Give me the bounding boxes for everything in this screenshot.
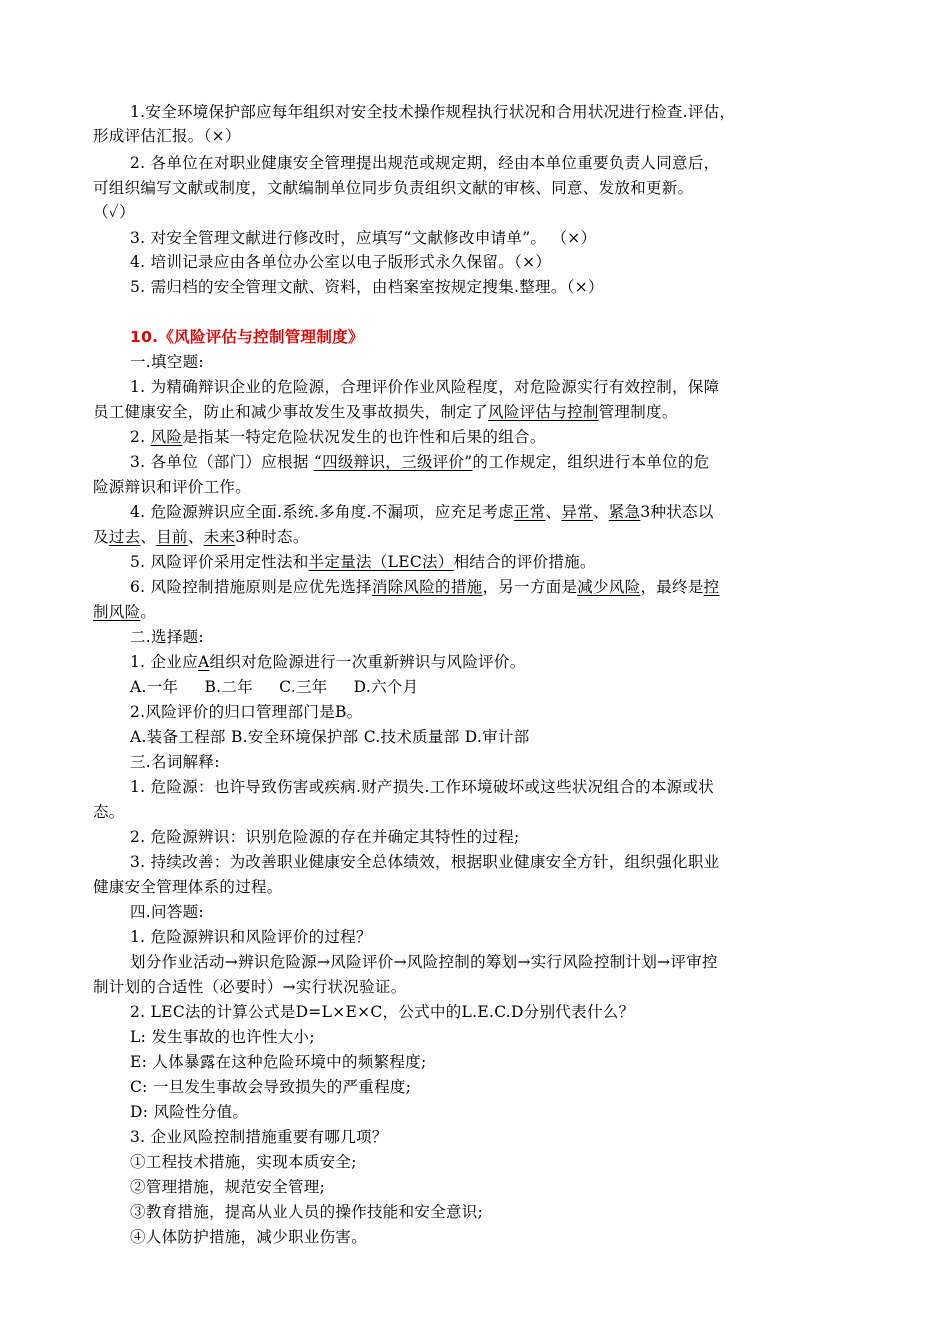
fill-item-2: 2. 风险是指某一特定危险状况发生的也许性和后果的组合。: [130, 428, 546, 446]
answer-blank: 风险评估与控制: [488, 403, 599, 421]
tf-item-4: 4. 培训记录应由各单位办公室以电子版形式永久保留。（×）: [130, 253, 552, 271]
choice-item-2-options: A.装备工程部 B.安全环境保护部 C.技术质量部 D.审计部: [130, 728, 530, 746]
qa-answer-2-d: D: 风险性分值。: [130, 1103, 249, 1121]
term-item-3: 3. 持续改善：为改善职业健康安全总体绩效，根据职业健康安全方针，组织强化职业: [130, 853, 720, 871]
qa-answer-2-c: C: 一旦发生事故会导致损失的严重程度;: [130, 1078, 412, 1096]
term-item-2: 2. 危险源辨识：识别危险源的存在并确定其特性的过程;: [130, 828, 520, 846]
terms-title: 三.名词解释:: [130, 753, 220, 771]
tf-item-2-answer: （✓）: [93, 203, 135, 221]
term-item-1: 1. 危险源：也许导致伤害或疾病.财产损失.工作环境破坏或这些状况组合的本源或状: [130, 778, 715, 796]
answer-blank: 紧急: [608, 503, 641, 521]
answer-blank: 目前: [156, 528, 188, 546]
answer-blank: 半定量法（LEC法）: [308, 553, 454, 571]
fill-item-4-cont: 及过去、目前、未来3种时态。: [93, 528, 309, 546]
answer-blank: 异常: [561, 503, 593, 521]
fill-blank-title: 一.填空题:: [130, 353, 204, 371]
fill-item-6: 6. 风险控制措施原则是应优先选择消除风险的措施，另一方面是减少风险，最终是控: [130, 578, 720, 596]
section-heading: 10.《风险评估与控制管理制度》: [130, 328, 364, 346]
qa-answer-3-item-2: ②管理措施，规范安全管理;: [130, 1178, 326, 1196]
choice-item-2: 2.风险评价的归口管理部门是B。: [130, 703, 363, 721]
answer-blank: 消除风险的措施: [371, 578, 483, 596]
answer-blank: 风险: [150, 428, 183, 446]
fill-item-1-cont: 员工健康安全，防止和减少事故发生及事故损失，制定了风险评估与控制管理制度。: [93, 403, 678, 421]
tf-item-3: 3. 对安全管理文献进行修改时，应填写“文献修改申请单”。 （×）: [130, 229, 597, 247]
qa-answer-2-l: L: 发生事故的也许性大小;: [130, 1028, 315, 1046]
answer-blank: 控: [703, 578, 720, 596]
fill-item-1: 1. 为精确辩识企业的危险源，合理评价作业风险程度，对危险源实行有效控制，保障: [130, 378, 720, 396]
qa-answer-3-item-4: ④人体防护措施，减少职业伤害。: [130, 1228, 368, 1246]
tf-item-1: 1.安全环境保护部应每年组织对安全技术操作规程执行状况和合用状况进行检查.评估，: [130, 103, 736, 121]
choice-item-1: 1. 企业应A组织对危险源进行一次重新辨识与风险评价。: [130, 653, 526, 671]
fill-item-5: 5. 风险评价采用定性法和半定量法（LEC法）相结合的评价措施。: [130, 553, 596, 571]
qa-answer-3-item-3: ③教育措施，提高从业人员的操作技能和安全意识;: [130, 1203, 484, 1221]
answer-blank: 减少风险: [577, 578, 641, 596]
fill-item-3: 3. 各单位（部门）应根据 “四级辩识，三级评价”的工作规定，组织进行本单位的危: [130, 453, 710, 471]
answer-blank: 制风险: [93, 603, 141, 621]
term-item-1-cont: 态。: [93, 803, 125, 821]
qa-answer-1-cont: 制计划的合适性（必要时）→实行状况验证。: [93, 978, 407, 996]
tf-item-5: 5. 需归档的安全管理文献、资料，由档案室按规定搜集.整理。（×）: [130, 278, 604, 296]
fill-item-4: 4. 危险源辨识应全面.系统.多角度.不漏项，应充足考虑正常、异常、紧急3种状态以: [130, 503, 714, 521]
qa-answer-3-item-1: ①工程技术措施，实现本质安全;: [130, 1153, 357, 1171]
fill-item-6-cont: 制风险。: [93, 603, 157, 621]
qa-question-1: 1. 危险源辨识和风险评价的过程？: [130, 928, 372, 946]
answer-blank: A: [198, 653, 210, 671]
qa-title: 四.问答题:: [130, 903, 204, 921]
answer-blank: 未来: [203, 528, 236, 546]
qa-question-2: 2. LEC法的计算公式是D=L×E×C，公式中的L.E.C.D分别代表什么？: [130, 1003, 635, 1021]
answer-blank: “四级辩识，三级评价”: [313, 453, 473, 471]
tf-item-2: 2. 各单位在对职业健康安全管理提出规范或规定期，经由本单位重要负责人同意后，: [130, 154, 720, 172]
answer-blank: 过去: [108, 528, 141, 546]
qa-answer-2-e: E: 人体暴露在这种危险环境中的频繁程度;: [130, 1053, 427, 1071]
tf-item-1-cont: 形成评估汇报。（×）: [93, 127, 241, 145]
choice-item-1-options: A.一年 B.二年 C.三年 D.六个月: [130, 678, 419, 696]
qa-question-3: 3. 企业风险控制措施重要有哪几项？: [130, 1128, 388, 1146]
answer-blank: 正常: [513, 503, 546, 521]
term-item-3-cont: 健康安全管理体系的过程。: [93, 878, 283, 896]
qa-answer-1: 划分作业活动→辨识危险源→风险评价→风险控制的筹划→实行风险控制计划→评审控: [130, 953, 718, 971]
choice-title: 二.选择题:: [130, 628, 204, 646]
tf-item-2-cont: 可组织编写文献或制度，文献编制单位同步负责组织文献的审核、同意、发放和更新。: [93, 179, 694, 197]
fill-item-3-cont: 险源辩识和评价工作。: [93, 478, 252, 496]
